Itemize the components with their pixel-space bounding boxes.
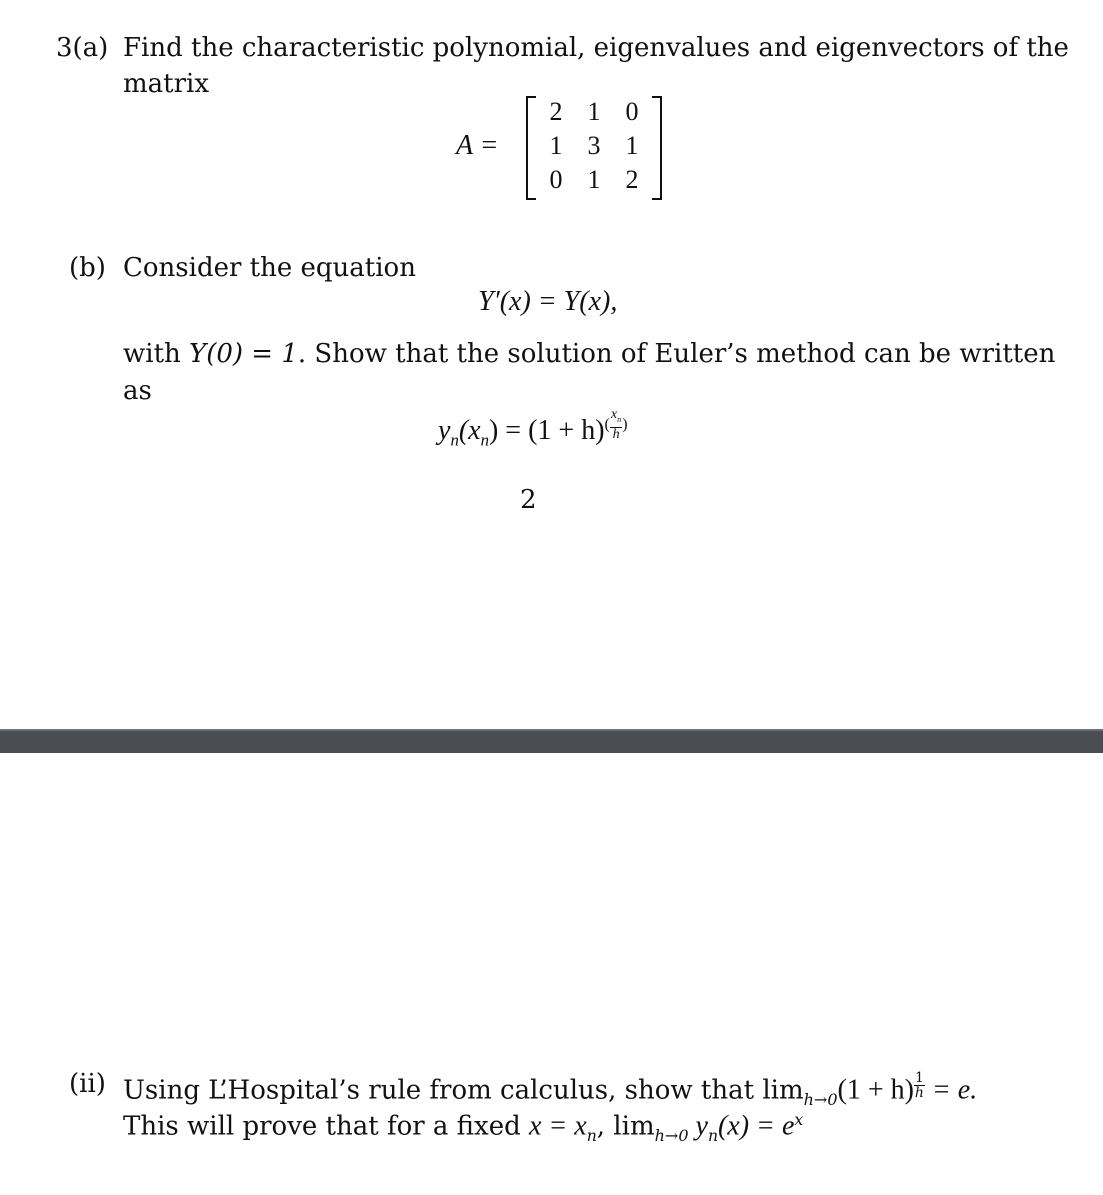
matrix-cell: 2: [549, 97, 563, 126]
exp-num-x: x: [610, 407, 618, 422]
exponent-fraction: [610, 408, 622, 442]
x-arg: (x: [458, 414, 481, 446]
matrix-a: [526, 96, 662, 200]
matrix-cell: 0: [549, 165, 563, 194]
line2-y: y: [688, 1110, 708, 1142]
question-b-condition-line: [123, 338, 1055, 370]
line1-text: Using L’Hospital’s rule from calculus, show that lim: [123, 1075, 804, 1106]
x-arg-subscript: n: [480, 430, 489, 450]
y-symbol: y: [438, 414, 451, 446]
page-divider: [0, 729, 1103, 753]
line2-lim-subscript: h→0: [654, 1125, 689, 1145]
limit-result: = e.: [924, 1074, 978, 1106]
line2-result: (x) = e: [717, 1110, 795, 1142]
limit-exp-den: h: [914, 1084, 924, 1101]
matrix-cell: 1: [587, 165, 601, 194]
limit-exponent: [914, 1069, 925, 1101]
matrix-left-bracket: [526, 96, 536, 200]
fixed-x-subscript: n: [586, 1126, 597, 1145]
matrix-lhs-text: A =: [456, 130, 499, 161]
question-ii-line2: [123, 1104, 803, 1152]
exponent: ( xn h ): [604, 407, 628, 442]
exp-num-sub: n: [617, 414, 622, 424]
matrix-cell: 1: [587, 97, 601, 126]
question-3a-label: 3(a): [56, 33, 109, 63]
limit-exponent-fraction: [914, 1071, 925, 1100]
matrix-lhs: [456, 130, 499, 162]
limit-expression: (1 + h): [837, 1074, 914, 1106]
with-prefix: with: [123, 339, 190, 369]
line2-y-subscript: n: [707, 1126, 718, 1145]
limit-exp-num: 1: [914, 1069, 924, 1086]
question-3a-line1: Find the characteristic polynomial, eigenvalues and eigenvectors of the: [123, 33, 1069, 63]
matrix-cell: 2: [625, 165, 639, 194]
euler-solution-formula: [438, 408, 628, 450]
matrix-cell: 3: [587, 131, 601, 160]
lim-subscript: h→0: [803, 1089, 838, 1109]
exponent-numerator: [610, 408, 622, 428]
matrix-right-bracket: [652, 96, 662, 200]
initial-condition: Y(0) = 1: [189, 339, 298, 369]
question-b-as: as: [123, 376, 152, 406]
question-b-intro: Consider the equation: [123, 253, 416, 283]
fixed-x-condition: x = x: [528, 1110, 587, 1142]
condition-rest: . Show that the solution of Euler’s method can be written: [297, 339, 1056, 369]
matrix-cell: 1: [625, 131, 639, 160]
question-b-label: (b): [69, 253, 106, 283]
equation-y-prime: Y′(x) = Y(x),: [478, 286, 618, 317]
matrix-cell: 0: [625, 97, 639, 126]
line2-text: This will prove that for a fixed: [123, 1111, 529, 1142]
page-number: 2: [520, 485, 537, 515]
y-subscript: n: [450, 430, 459, 450]
line2-result-exponent: x: [794, 1111, 804, 1129]
matrix-cell: 1: [549, 131, 563, 160]
question-ii-label: (ii): [69, 1069, 106, 1099]
exponent-denominator: h: [612, 426, 620, 442]
line2-lim: , lim: [596, 1111, 655, 1142]
question-3a-line2: matrix: [123, 69, 210, 99]
base-expression: ) = (1 + h): [488, 414, 605, 446]
